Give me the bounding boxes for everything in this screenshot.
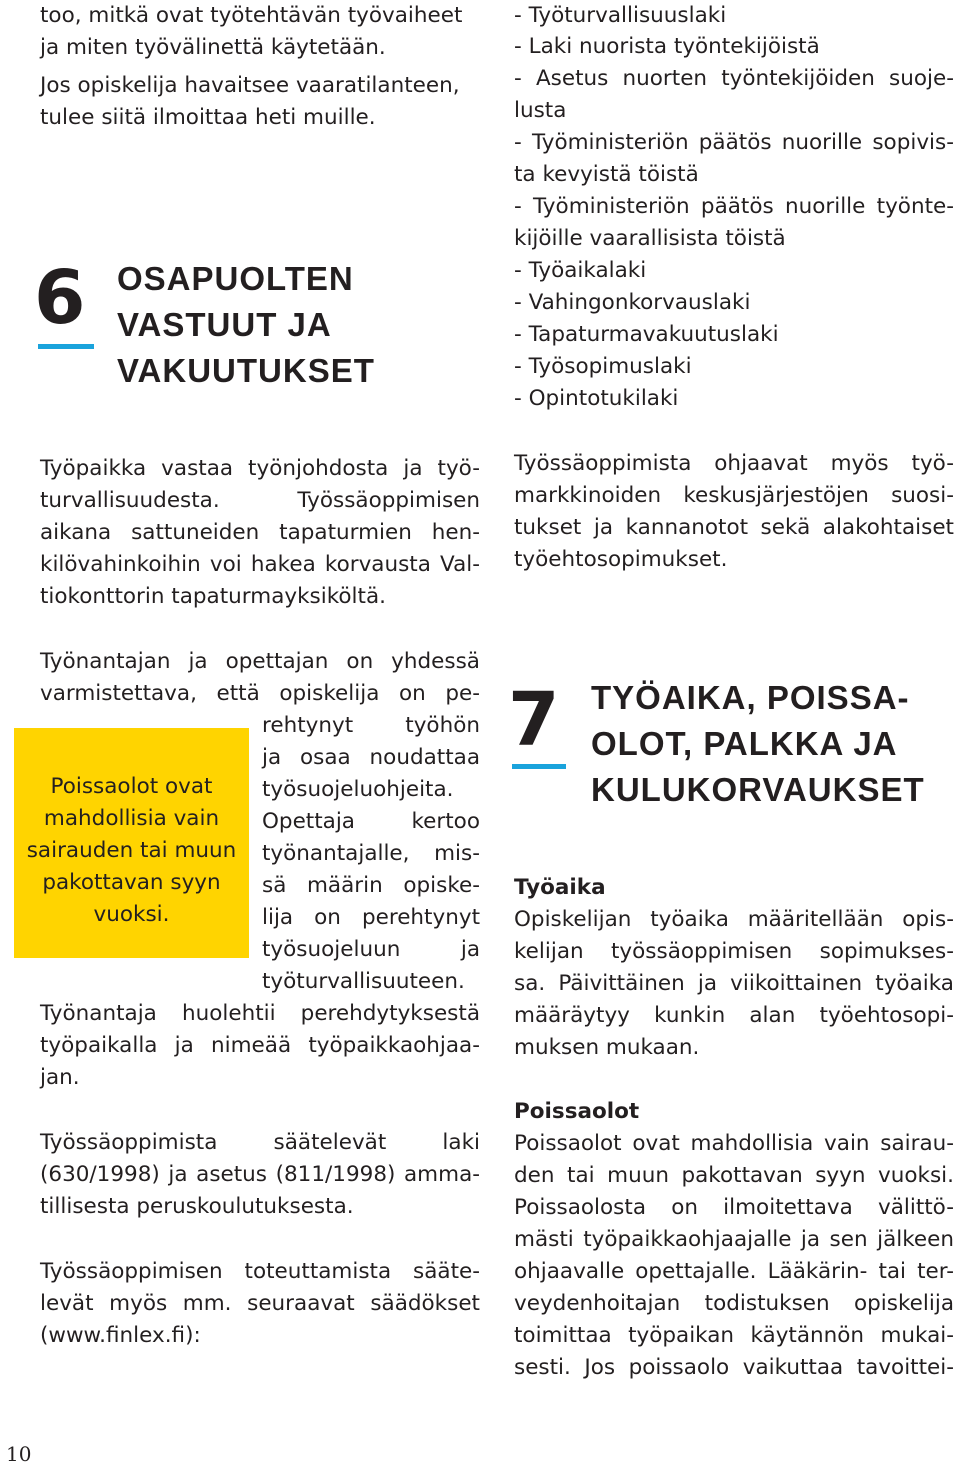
list-item: - Työministeriön päätös nuorille sopivis-: [514, 130, 954, 155]
text-line: (630/1998) ja asetus (811/1998) amma-: [40, 1162, 480, 1187]
text-line: työsuojeluun ja: [262, 937, 480, 962]
section-number: 7: [508, 677, 560, 763]
text-line: tiokonttorin tapaturmayksiköltä.: [40, 584, 386, 609]
text-line: rehtynyt työhön: [262, 713, 480, 738]
section-title-line: KULUKORVAUKSET: [591, 771, 925, 808]
text-line: ja miten työvälinettä käytetään.: [40, 35, 386, 60]
section-number: 6: [34, 255, 86, 341]
text-line: tulee siitä ilmoittaa heti muille.: [40, 105, 376, 130]
callout-line: pakottavan syyn: [42, 870, 221, 895]
text-line: too, mitkä ovat työtehtävän työvaiheet: [40, 3, 463, 28]
section-title-line: OLOT, PALKKA JA: [591, 725, 898, 762]
section-title-line: VASTUUT JA: [117, 306, 332, 343]
text-line: (www.finlex.fi):: [40, 1323, 201, 1348]
section-title-line: OSAPUOLTEN: [117, 260, 354, 297]
callout-line: sairauden tai muun: [26, 838, 237, 863]
list-item: - Vahingonkorvauslaki: [514, 290, 751, 315]
text-line: tillisesta peruskoulutuksesta.: [40, 1194, 354, 1219]
list-item: kijöille vaarallisista töistä: [514, 226, 786, 251]
text-line: Työssäoppimisen toteuttamista sääte-: [40, 1259, 480, 1284]
text-line: sä määrin opiske-: [262, 873, 480, 898]
subsection-heading: Poissaolot: [514, 1099, 640, 1124]
list-item: - Työministeriön päätös nuorille työnte-: [514, 194, 954, 219]
list-item: - Tapaturmavakuutuslaki: [514, 322, 779, 347]
text-line: levät myös mm. seuraavat säädökset: [40, 1291, 480, 1316]
list-item: - Laki nuorista työntekijöistä: [514, 34, 820, 59]
section-number-underline: [512, 764, 566, 769]
text-line: Työssäoppimista ohjaavat myös työ-: [514, 451, 954, 476]
list-item: - Asetus nuorten työntekijöiden suoje-: [514, 66, 954, 91]
text-line: Opettaja kertoo: [262, 809, 480, 834]
section-title-line: VAKUUTUKSET: [117, 352, 375, 389]
text-line: sa. Päivittäinen ja viikoittainen työaika: [514, 971, 954, 996]
text-line: aikana sattuneiden tapaturmien hen-: [40, 520, 480, 545]
text-line: turvallisuudesta. Työssäoppimisen: [40, 488, 480, 513]
text-line: Opiskelijan työaika määritellään opis-: [514, 907, 954, 932]
text-line: Työnantajan ja opettajan on yhdessä: [40, 649, 480, 674]
text-line: sesti. Jos poissaolo vaikuttaa tavoittei-: [514, 1355, 954, 1380]
text-line: mästi työpaikkaohjaajalle ja sen jälkeen: [514, 1227, 954, 1252]
text-line: den tai muun pakottavan syyn vuoksi.: [514, 1163, 954, 1188]
text-line: veydenhoitajan todistuksen opiskelija: [514, 1291, 954, 1316]
text-line: ohjaavalle opettajalle. Lääkärin- tai ter-: [514, 1259, 954, 1284]
text-line: työsuojeluohjeita.: [262, 777, 454, 802]
section-title-line: TYÖAIKA, POISSA-: [591, 679, 910, 716]
list-item: - Työturvallisuuslaki: [514, 3, 727, 28]
list-item: ta kevyistä töistä: [514, 162, 699, 187]
text-line: tukset ja kannanotot sekä alakohtaiset: [514, 515, 954, 540]
section-number-underline: [38, 344, 94, 349]
text-line: lija on perehtynyt: [262, 905, 480, 930]
text-line: kelijan työssäoppimisen sopimukses-: [514, 939, 954, 964]
text-line: Poissaolot ovat mahdollisia vain sairau-: [514, 1131, 954, 1156]
callout-line: Poissaolot ovat: [50, 774, 213, 799]
text-line: Työpaikka vastaa työnjohdosta ja työ-: [40, 456, 480, 481]
text-line: työturvallisuuteen.: [262, 969, 465, 994]
text-line: varmistettava, että opiskelija on pe-: [40, 681, 480, 706]
text-line: muksen mukaan.: [514, 1035, 700, 1060]
text-line: markkinoiden keskusjärjestöjen suosi-: [514, 483, 954, 508]
list-item: lusta: [514, 98, 567, 123]
text-line: kilövahinkoihin voi hakea korvausta Val-: [40, 552, 480, 577]
subsection-heading: Työaika: [514, 875, 606, 900]
text-line: Poissaolosta on ilmoitettava välittö-: [514, 1195, 954, 1220]
text-line: Työnantaja huolehtii perehdytyksestä: [40, 1001, 480, 1026]
text-line: jan.: [40, 1065, 80, 1090]
page-number: 10: [6, 1442, 32, 1466]
callout-line: mahdollisia vain: [43, 806, 220, 831]
list-item: - Työaikalaki: [514, 258, 647, 283]
text-line: määräytyy kunkin alan työehtosopi-: [514, 1003, 954, 1028]
list-item: - Työsopimuslaki: [514, 354, 692, 379]
text-line: työnantajalle, mis-: [262, 841, 480, 866]
text-line: ja osaa noudattaa: [262, 745, 480, 770]
text-line: toimittaa työpaikan käytännön mukai-: [514, 1323, 954, 1348]
callout-line: vuoksi.: [93, 902, 170, 927]
text-line: työpaikalla ja nimeää työpaikkaohjaa-: [40, 1033, 480, 1058]
text-line: Työssäoppimista säätelevät laki: [40, 1130, 480, 1155]
list-item: - Opintotukilaki: [514, 386, 679, 411]
text-line: Jos opiskelija havaitsee vaaratilanteen,: [40, 73, 460, 98]
text-line: työehtosopimukset.: [514, 547, 728, 572]
